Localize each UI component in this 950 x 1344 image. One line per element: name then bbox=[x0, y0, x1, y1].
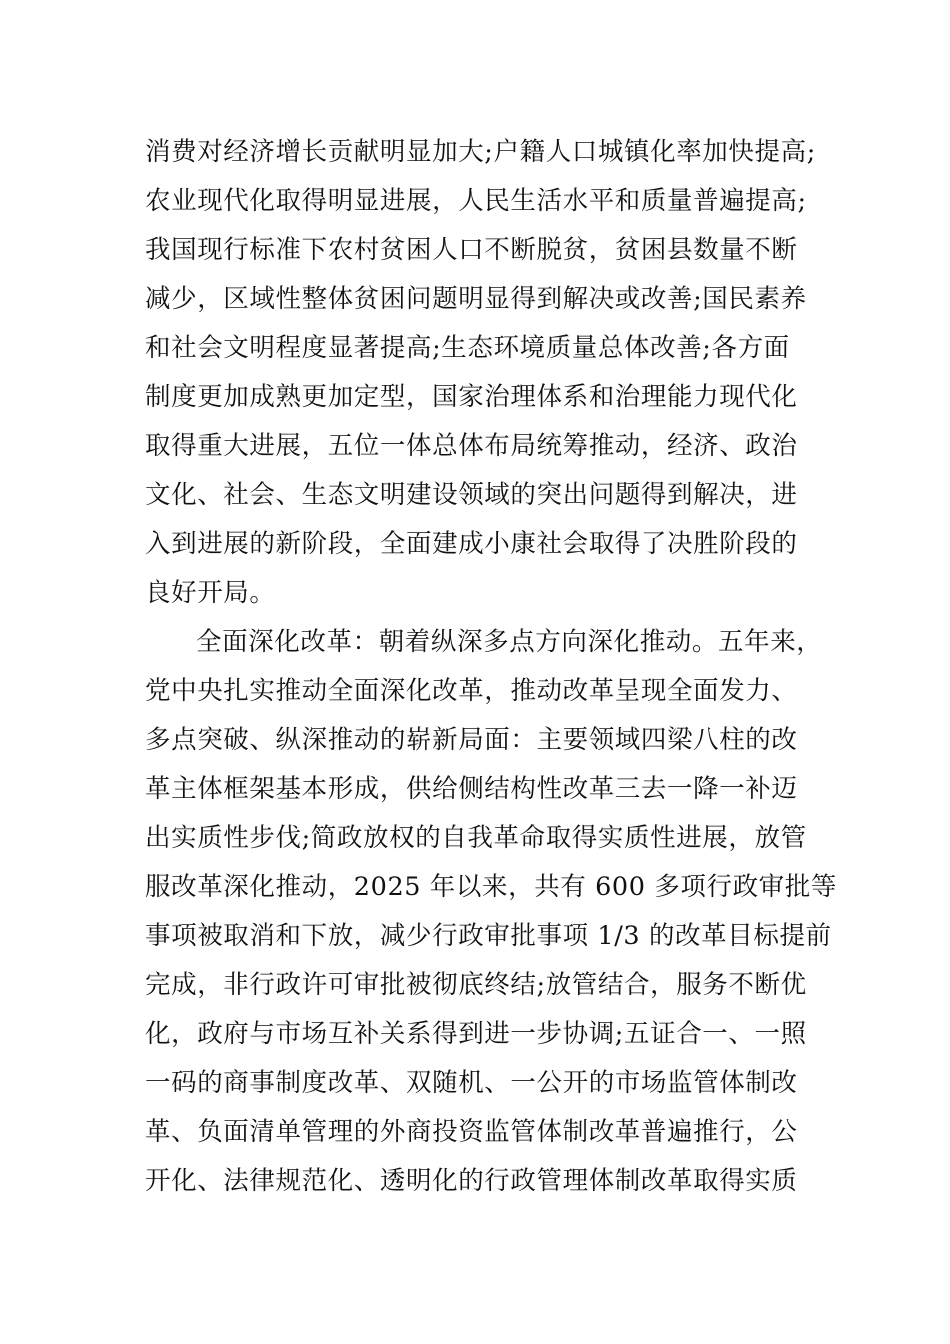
text-line-21: 革、负面清单管理的外商投资监管体制改革普遍推行，公 bbox=[145, 1117, 798, 1147]
text-line-14: 革主体框架基本形成，供给侧结构性改革三去一降一补迈 bbox=[145, 774, 798, 804]
text-line-17: 事项被取消和下放，减少行政审批事项 1/3 的改革目标提前 bbox=[145, 921, 832, 951]
text-line-20: 一码的商事制度改革、双随机、一公开的市场监管体制改 bbox=[145, 1068, 798, 1098]
text-line-16: 服改革深化推动，2025 年以来，共有 600 多项行政审批等 bbox=[145, 872, 837, 902]
text-line-15: 出实质性步伐;简政放权的自我革命取得实质性进展，放管 bbox=[145, 823, 807, 853]
text-line-3: 我国现行标准下农村贫困人口不断脱贫，贫困县数量不断 bbox=[145, 235, 798, 265]
text-line-12: 党中央扎实推动全面深化改革，推动改革呈现全面发力、 bbox=[145, 676, 798, 706]
text-line-7: 取得重大进展，五位一体总体布局统筹推动，经济、政治 bbox=[145, 431, 798, 461]
text-line-6: 制度更加成熟更加定型，国家治理体系和治理能力现代化 bbox=[145, 382, 798, 412]
paragraph-first-line: 全面深化改革：朝着纵深多点方向深化推动。五年来， bbox=[196, 627, 823, 657]
text-line-18: 完成，非行政许可审批被彻底终结;放管结合，服务不断优 bbox=[145, 970, 807, 1000]
text-line-19: 化，政府与市场互补关系得到进一步协调;五证合一、一照 bbox=[145, 1019, 807, 1049]
text-line-22: 开化、法律规范化、透明化的行政管理体制改革取得实质 bbox=[145, 1166, 798, 1196]
text-line-8: 文化、社会、生态文明建设领域的突出问题得到解决，进 bbox=[145, 480, 798, 510]
text-line-1: 消费对经济增长贡献明显加大;户籍人口城镇化率加快提高; bbox=[145, 137, 816, 167]
text-line-4: 减少，区域性整体贫困问题明显得到解决或改善;国民素养 bbox=[145, 284, 807, 314]
text-line-9: 入到进展的新阶段，全面建成小康社会取得了决胜阶段的 bbox=[145, 529, 798, 559]
text-line-5: 和社会文明程度显著提高;生态环境质量总体改善;各方面 bbox=[145, 333, 790, 363]
text-line-2: 农业现代化取得明显进展，人民生活水平和质量普遍提高; bbox=[145, 186, 807, 216]
text-line-13: 多点突破、纵深推动的崭新局面：主要领域四梁八柱的改 bbox=[145, 725, 798, 755]
text-line-10: 良好开局。 bbox=[145, 578, 276, 608]
